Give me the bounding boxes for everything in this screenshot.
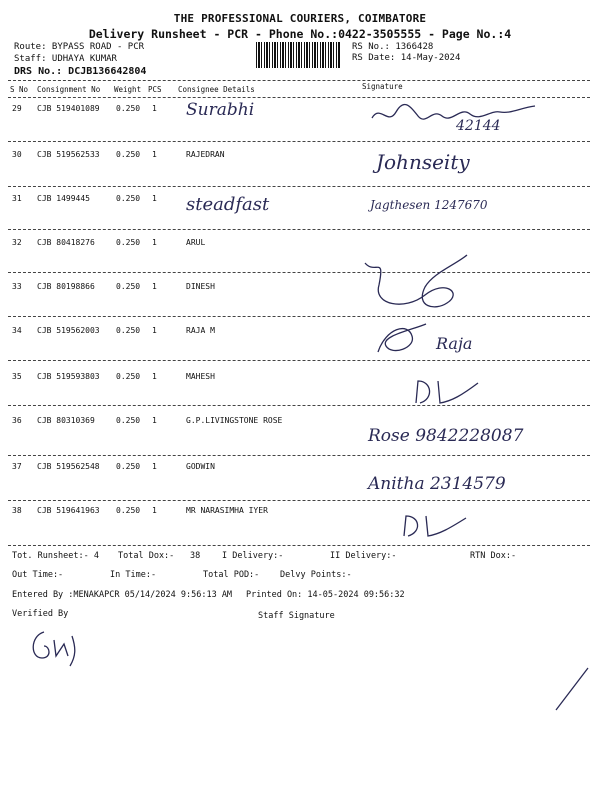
row-consignment: CJB 80310369 xyxy=(37,416,95,425)
staff-signature: Staff Signature xyxy=(258,611,335,621)
row-sno: 37 xyxy=(12,462,22,471)
row-consignee: MAHESH xyxy=(186,372,215,381)
total-dox-value: 38 xyxy=(190,551,201,561)
rtn-dox: RTN Dox:- xyxy=(470,551,517,561)
row-consignee: RAJA M xyxy=(186,326,215,335)
row-consignee: ARUL xyxy=(186,238,206,247)
route-label: Route: BYPASS ROAD - PCR xyxy=(14,42,145,52)
row-sno: 36 xyxy=(12,416,22,425)
verified-by: Verified By xyxy=(12,609,69,619)
signature-scribble xyxy=(412,375,482,409)
stray-mark xyxy=(552,664,592,714)
row-pcs: 1 xyxy=(152,416,157,425)
rs-date: RS Date: 14-May-2024 xyxy=(352,53,461,63)
row-sno: 35 xyxy=(12,372,22,381)
handwritten-signature: Rose 9842228087 xyxy=(368,426,524,446)
row-sno: 32 xyxy=(12,238,22,247)
row-consignment: CJB 1499445 xyxy=(37,194,90,203)
row-consignment: CJB 519562003 xyxy=(37,326,100,335)
col-weight: Weight xyxy=(114,85,142,94)
signature-scribble xyxy=(372,318,432,358)
row-weight: 0.250 xyxy=(116,194,141,203)
rs-number: RS No.: 1366428 xyxy=(352,42,434,52)
handwritten-consignee: Surabhi xyxy=(186,100,255,120)
printed-on: Printed On: 14-05-2024 09:56:32 xyxy=(246,590,405,600)
row-consignment: CJB 80198866 xyxy=(37,282,95,291)
row-weight: 0.250 xyxy=(116,462,141,471)
row-consignee: MR NARASIMHA IYER xyxy=(186,506,268,515)
verifier-signature-scribble xyxy=(26,624,86,668)
barcode xyxy=(256,42,340,68)
row-sno: 38 xyxy=(12,506,22,515)
row-pcs: 1 xyxy=(152,282,157,291)
row-weight: 0.250 xyxy=(116,282,141,291)
col-consignee: Consignee Details xyxy=(178,85,255,94)
row-weight: 0.250 xyxy=(116,150,141,159)
row-sno: 33 xyxy=(12,282,22,291)
col-pcs: PCS xyxy=(148,85,162,94)
row-sno: 31 xyxy=(12,194,22,203)
signature-scribble xyxy=(400,510,470,542)
row-consignment: CJB 519401089 xyxy=(37,104,100,113)
row-pcs: 1 xyxy=(152,506,157,515)
handwritten-signature: Anitha 2314579 xyxy=(368,474,506,494)
total-pod: Total POD:- xyxy=(203,570,260,580)
company-title: THE PROFESSIONAL COURIERS, COIMBATORE xyxy=(173,12,427,25)
entered-by: Entered By :MENAKAPCR 05/14/2024 9:56:13 AM xyxy=(12,590,233,600)
row-consignment: CJB 519562548 xyxy=(37,462,100,471)
row-weight: 0.250 xyxy=(116,238,141,247)
row-pcs: 1 xyxy=(152,462,157,471)
total-dox-label: Total Dox:- xyxy=(118,551,175,561)
handwritten-signature: Johnseity xyxy=(376,150,470,174)
row-weight: 0.250 xyxy=(116,506,141,515)
ii-delivery: II Delivery:- xyxy=(330,551,397,561)
runsheet-subtitle: Delivery Runsheet - PCR - Phone No.:0422-3505555 - Page No.:4 xyxy=(88,27,512,41)
i-delivery: I Delivery:- xyxy=(222,551,284,561)
row-pcs: 1 xyxy=(152,372,157,381)
row-consignment: CJB 519593803 xyxy=(37,372,100,381)
staff-label: Staff: UDHAYA KUMAR xyxy=(14,54,117,64)
row-pcs: 1 xyxy=(152,326,157,335)
in-time: In Time:- xyxy=(110,570,157,580)
row-weight: 0.250 xyxy=(116,326,141,335)
row-weight: 0.250 xyxy=(116,416,141,425)
col-signature: Signature xyxy=(362,82,403,91)
tot-runsheet: Tot. Runsheet:- 4 xyxy=(12,551,99,561)
col-consignment: Consignment No xyxy=(37,85,101,94)
row-consignee: GODWIN xyxy=(186,462,215,471)
row-sno: 30 xyxy=(12,150,22,159)
delvy-points: Delvy Points:- xyxy=(280,570,352,580)
row-sno: 29 xyxy=(12,104,22,113)
handwritten-signature: Raja xyxy=(436,334,473,353)
drs-number: DRS No.: DCJB136642804 xyxy=(14,66,147,77)
row-pcs: 1 xyxy=(152,150,157,159)
row-consignee: DINESH xyxy=(186,282,215,291)
col-sno: S No xyxy=(10,85,29,94)
row-pcs: 1 xyxy=(152,238,157,247)
handwritten-signature: 42144 xyxy=(456,118,501,134)
row-weight: 0.250 xyxy=(116,372,141,381)
row-consignment: CJB 519562533 xyxy=(37,150,100,159)
row-consignee: G.P.LIVINGSTONE ROSE xyxy=(186,416,283,425)
row-consignment: CJB 80418276 xyxy=(37,238,95,247)
handwritten-signature: Jagthesen 1247670 xyxy=(370,198,488,212)
handwritten-consignee: steadfast xyxy=(186,194,270,215)
signature-scribble xyxy=(370,100,540,130)
row-pcs: 1 xyxy=(152,194,157,203)
row-sno: 34 xyxy=(12,326,22,335)
signature-scribble xyxy=(355,245,475,325)
out-time: Out Time:- xyxy=(12,570,64,580)
row-consignee: RAJEDRAN xyxy=(186,150,225,159)
row-weight: 0.250 xyxy=(116,104,141,113)
row-pcs: 1 xyxy=(152,104,157,113)
row-consignment: CJB 519641963 xyxy=(37,506,100,515)
